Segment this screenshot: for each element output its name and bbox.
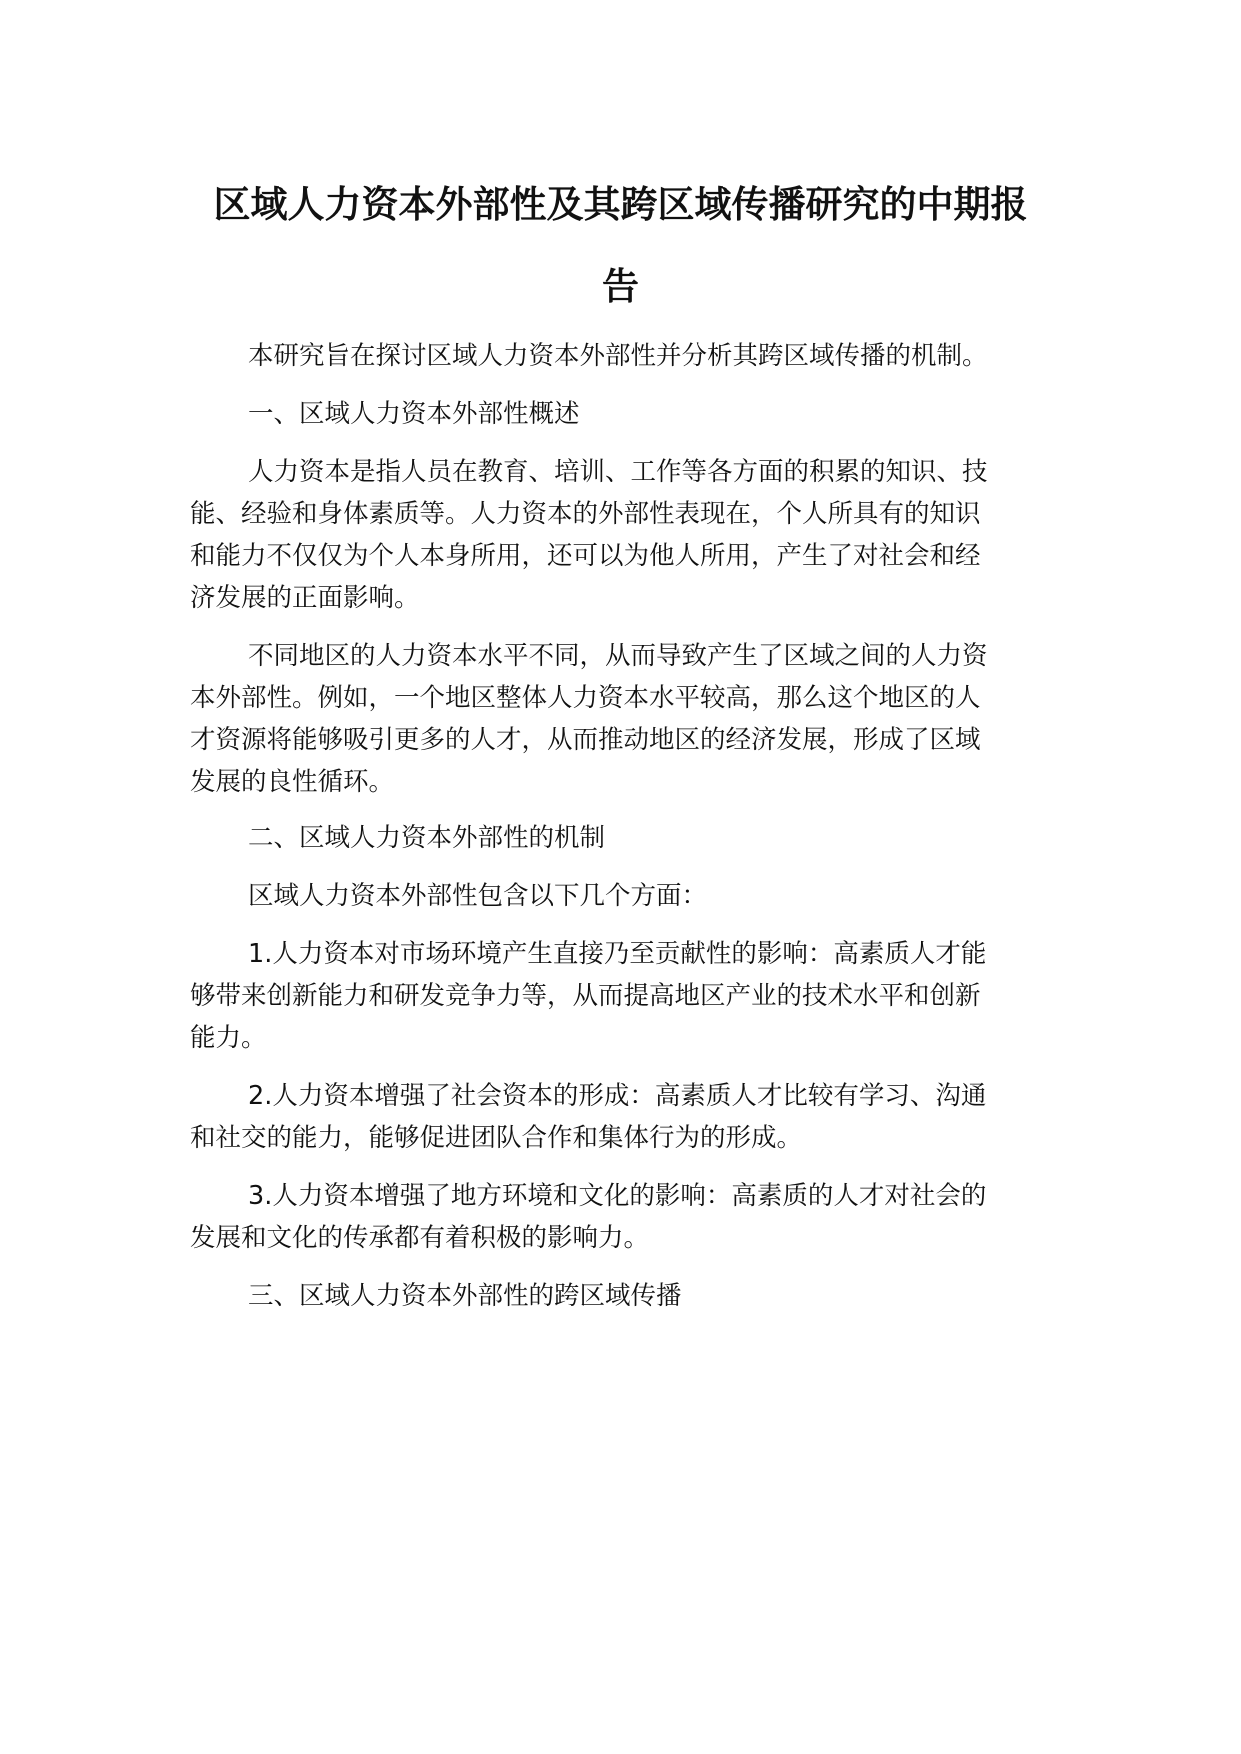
- paragraph-3: 区域人力资本外部性包含以下几个方面：: [248, 881, 708, 911]
- item-1-line-2: 够带来创新能力和研发竞争力等，从而提高地区产业的技术水平和创新: [190, 981, 981, 1011]
- item-1-line-1: 1.人力资本对市场环境产生直接乃至贡献性的影响：高素质人才能: [248, 939, 987, 969]
- paragraph-1-line-1: 人力资本是指人员在教育、培训、工作等各方面的积累的知识、技: [248, 457, 988, 487]
- section-heading-3: 三、区域人力资本外部性的跨区域传播: [248, 1281, 682, 1311]
- section-heading-2: 二、区域人力资本外部性的机制: [248, 823, 606, 853]
- document-title-line-1: 区域人力资本外部性及其跨区域传播研究的中期报: [213, 183, 1028, 226]
- item-3-line-2: 发展和文化的传承都有着积极的影响力。: [190, 1223, 650, 1253]
- item-1-line-3: 能力。: [190, 1023, 267, 1053]
- paragraph-2-line-1: 不同地区的人力资本水平不同，从而导致产生了区域之间的人力资: [248, 641, 988, 671]
- item-2-line-1: 2.人力资本增强了社会资本的形成：高素质人才比较有学习、沟通: [248, 1081, 987, 1111]
- paragraph-1-line-2: 能、经验和身体素质等。人力资本的外部性表现在，个人所具有的知识: [190, 499, 981, 529]
- item-3-line-1: 3.人力资本增强了地方环境和文化的影响：高素质的人才对社会的: [248, 1181, 987, 1211]
- item-2-line-2: 和社交的能力，能够促进团队合作和集体行为的形成。: [190, 1123, 803, 1153]
- paragraph-1-line-3: 和能力不仅仅为个人本身所用，还可以为他人所用，产生了对社会和经: [190, 541, 981, 571]
- document-title-line-2: 告: [602, 265, 639, 308]
- paragraph-2-line-4: 发展的良性循环。: [190, 767, 395, 797]
- paragraph-2-line-3: 才资源将能够吸引更多的人才，从而推动地区的经济发展，形成了区域: [190, 725, 981, 755]
- paragraph-2-line-2: 本外部性。例如，一个地区整体人力资本水平较高，那么这个地区的人: [190, 683, 981, 713]
- intro-paragraph: 本研究旨在探讨区域人力资本外部性并分析其跨区域传播的机制。: [248, 341, 988, 371]
- section-heading-1: 一、区域人力资本外部性概述: [248, 399, 580, 429]
- paragraph-1-line-4: 济发展的正面影响。: [190, 583, 420, 613]
